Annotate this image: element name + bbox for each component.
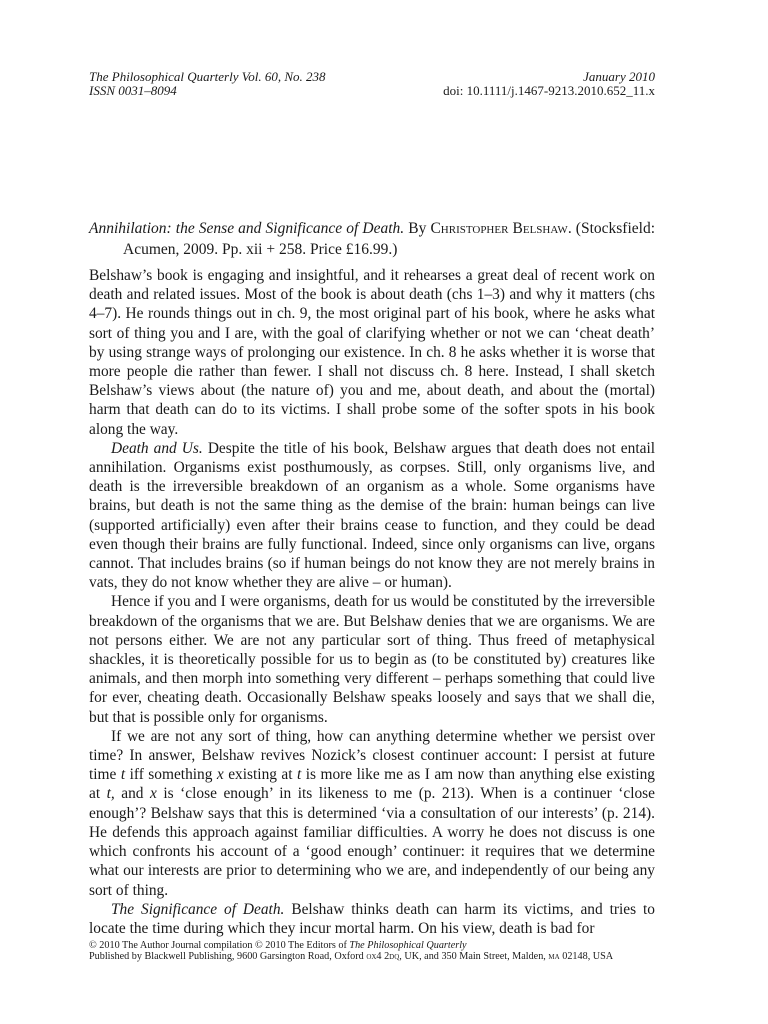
publisher-text-3: 02148, USA — [559, 951, 614, 962]
postcode: ox4 2dq — [366, 951, 400, 962]
state-code: ma — [548, 951, 560, 962]
journal-volume: The Philosophical Quarterly Vol. 60, No. 238 — [89, 69, 326, 84]
issue-date: January 2010 — [583, 69, 655, 84]
var-x: x — [150, 785, 157, 803]
paragraph-3: Hence if you and I were organisms, death for us would be constituted by the irreversible breakdown of the organisms that we are. But Belshaw denies that we are organisms. We are not persons either. We are not any particular sort of thing. Thus freed of metaphysical shackles, it is theoretically possible for us to begin as (to be constituted by) creatures like animals, and then morph into something very different – perhaps something that could live for ever, cheating death. Occasionally Belshaw speaks loosely and says that we shall die, but that is possible only for organisms. — [89, 593, 655, 726]
review-body — [89, 266, 655, 938]
doi: doi: 10.1111/j.1467-9213.2010.652_11.x — [443, 83, 655, 98]
copyright-text: © 2010 The Author Journal compilation © 2010 The Editors of — [89, 940, 350, 951]
p4-part-e: and — [114, 785, 151, 803]
paragraph-2 — [89, 439, 655, 593]
issn: ISSN 0031–8094 — [89, 83, 177, 98]
p4-part-c: existing at — [223, 766, 298, 784]
p4-part-b: iff something — [125, 766, 217, 784]
book-title: Annihilation: the Sense and Significance of Death. — [89, 220, 405, 237]
running-header — [89, 70, 655, 98]
var-t: t — [297, 766, 302, 784]
p4-part-d: is more like me as I am now than anything else existing at — [89, 766, 656, 803]
p4-part-a: If we are not any sort of thing, how can anything determine whether we persist over time? In answer, Belshaw revives Nozick’s closest continuer account: I persist at future time — [89, 727, 655, 784]
footer-line-2 — [89, 951, 689, 962]
book-author: Christopher Belshaw — [430, 220, 568, 237]
copyright-footer — [89, 940, 689, 962]
header-row-1 — [89, 70, 655, 84]
publisher-text: Published by Blackwell Publishing, 9600 Garsington Road, Oxford — [89, 951, 367, 962]
var-x: x — [216, 766, 224, 784]
review-heading — [89, 218, 655, 260]
publication-details: . (Stocksfield: Acumen, 2009. Pp. xii + 258. Price £16.99.) — [123, 220, 656, 258]
var-t: t, — [106, 785, 115, 803]
header-row-2 — [89, 84, 655, 98]
footer-journal-name: The Philosophical Quarterly — [349, 940, 467, 951]
paragraph-5-text: Belshaw thinks death can harm its victims, and tries to locate the time during which they incur mortal harm. On his view, death is bad for — [89, 900, 656, 937]
publisher-text-2: , UK, and 350 Main Street, Malden, — [399, 951, 549, 962]
paragraph-5 — [89, 900, 655, 938]
footer-line-1 — [89, 940, 689, 951]
by-word: By — [404, 220, 431, 237]
var-t: t — [120, 766, 126, 784]
section-heading-significance-of-death: The Significance of Death. — [111, 900, 285, 918]
paragraph-1: Belshaw’s book is engaging and insightful, and it rehearses a great deal of recent work on death and related issues. Most of the book is about death (chs 1–3) and why it matters (chs 4–7). He rounds things out in ch. 9, the most original part of his book, where he asks what sort of thing you and I are, with the goal of clarifying whether or not we can ‘cheat death’ by using strange ways of prolonging our existence. In ch. 8 he asks whether it is worse that more people die rather than fewer. I shall not discuss ch. 8 here. Instead, I shall sketch Belshaw’s views about (the nature of) you and me, about death, and about the (mortal) harm that death can do to its victims. I shall probe some of the softer spots in his book along the way. — [89, 267, 655, 438]
paragraph-4 — [89, 727, 655, 900]
section-heading-death-and-us: Death and Us. — [111, 439, 203, 457]
paragraph-2-text: Despite the title of his book, Belshaw argues that death does not entail annihilation. Organisms exist posthumously, as corpses. Still, only organisms live, and death is the irreversible breakdown of an organism as a whole. Some organisms have brains, but death is not the same thing as the demise of the brain: human beings can live (supported artificially) even after their brains cease to function, and they could be dead even though their brains are fully functional. Indeed, since only organisms can live, organs cannot. That includes brains (so if human beings do not know they are not merely brains in vats, they do not know whether they are alive – or human). — [89, 439, 655, 592]
p4-part-f: is ‘close enough’ in its likeness to me (p. 213). When is a continuer ‘close enough’? Belshaw says that this is determined ‘via a consultation of our interests’ (p. 214). He defends this approach against familiar difficulties. A worry he does not discuss is one which confronts his account of a ‘good enough’ continuer: it requires that we determine what our interests are prior to determining who we are, and independently of our being any sort of thing. — [89, 785, 655, 899]
